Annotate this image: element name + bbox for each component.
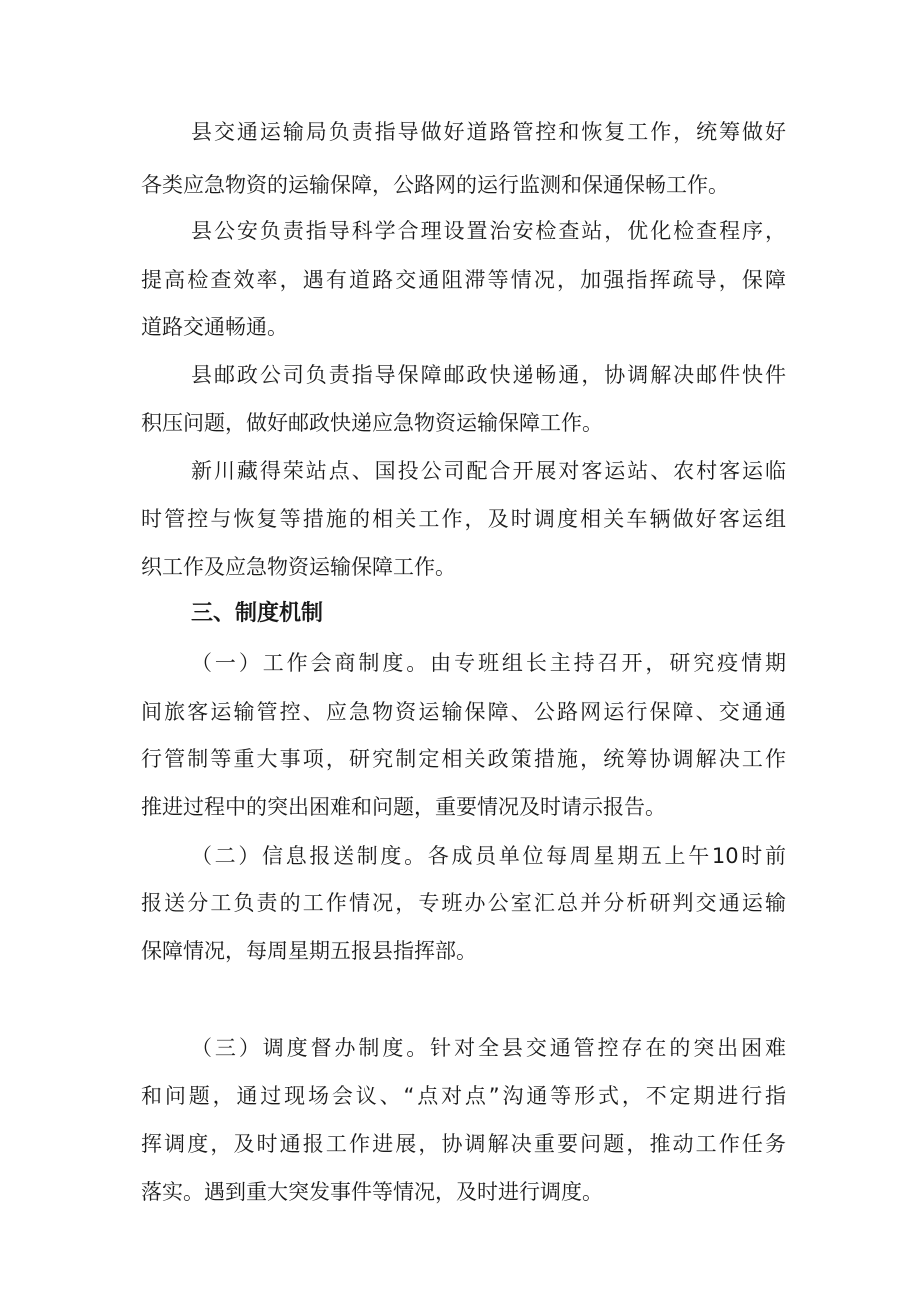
paragraph-line: 间旅客运输管控、应急物资运输保障、公路网运行保障、交通通	[141, 700, 786, 724]
paragraph-line: 织工作及应急物资运输保障工作。	[141, 555, 456, 579]
paragraph-line: 县公安负责指导科学合理设置治安检查站，优化检查程序，	[191, 219, 786, 243]
paragraph-line: 各类应急物资的运输保障，公路网的运行监测和保通保畅工作。	[141, 173, 729, 197]
paragraph-line: 推进过程中的突出困难和问题，重要情况及时请示报告。	[141, 795, 666, 819]
paragraph-line: （三）调度督办制度。针对全县交通管控存在的突出困难	[191, 1036, 786, 1060]
paragraph-line: 保障情况，每周星期五报县指挥部。	[141, 939, 477, 963]
paragraph-line: （二）信息报送制度。各成员单位每周星期五上午10时前	[191, 844, 786, 868]
paragraph-line: 县交通运输局负责指导做好道路管控和恢复工作，统筹做好	[191, 120, 786, 144]
paragraph-line: 县邮政公司负责指导保障邮政快递畅通，协调解决邮件快件	[191, 363, 786, 387]
paragraph-line: 新川藏得荣站点、国投公司配合开展对客运站、农村客运临	[191, 459, 786, 483]
paragraph-line: 报送分工负责的工作情况，专班办公室汇总并分析研判交通运输	[141, 891, 786, 915]
paragraph-line: （一）工作会商制度。由专班组长主持召开，研究疫情期	[191, 651, 786, 675]
paragraph-line: 道路交通畅通。	[141, 315, 288, 339]
paragraph-line: 落实。遇到重大突发事件等情况，及时进行调度。	[141, 1180, 603, 1204]
paragraph-line: 行管制等重大事项，研究制定相关政策措施，统筹协调解决工作	[141, 747, 786, 771]
paragraph-line: 时管控与恢复等措施的相关工作，及时调度相关车辆做好客运组	[141, 507, 786, 531]
paragraph-line: 挥调度，及时通报工作进展，协调解决重要问题，推动工作任务	[141, 1132, 786, 1156]
section-heading: 三、制度机制	[191, 601, 324, 626]
paragraph-line: 提高检查效率，遇有道路交通阻滞等情况，加强指挥疏导，保障	[141, 268, 786, 292]
paragraph-line: 和问题，通过现场会议、“点对点”沟通等形式，不定期进行指	[141, 1084, 786, 1108]
paragraph-line: 积压问题，做好邮政快递应急物资运输保障工作。	[141, 411, 603, 435]
